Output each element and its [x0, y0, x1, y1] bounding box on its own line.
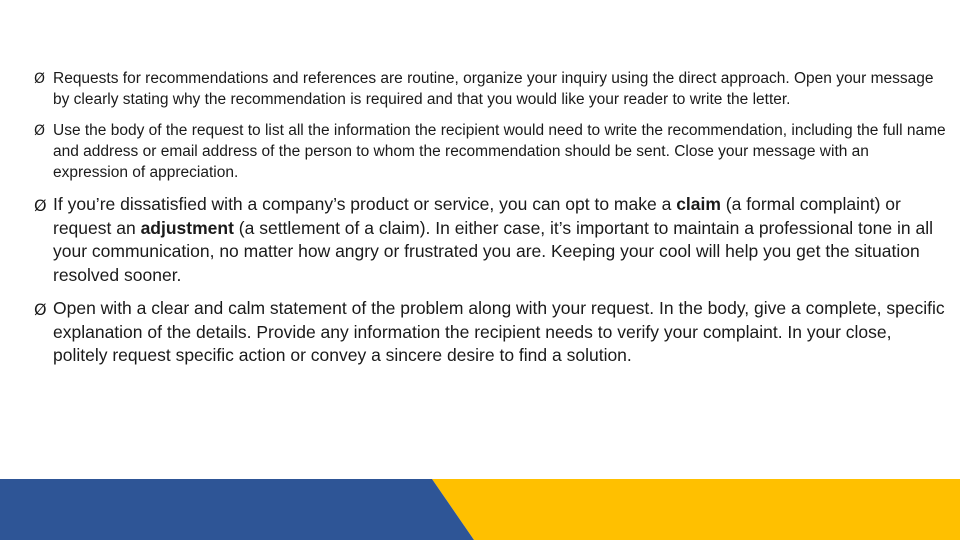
bullet-text: Requests for recommendations and references are routine, organize your inquiry using the direct approach. Open your message by clearly stating why the recommendation is required and that you would like your reader to write the letter. — [53, 70, 934, 108]
footer-band — [0, 479, 960, 540]
arrow-bullet-icon: Ø — [34, 196, 47, 215]
bullet-item-recommendations — [34, 68, 946, 110]
bullet-item-claims — [34, 193, 946, 287]
bullet-text: Open with a clear and calm statement of the problem along with your request. In the body, give a complete, specific explanation of the details. Provide any information the recipient needs to verify your complaint. In your close, politely request specific action or convey a sincere desire to find a solution. — [53, 298, 945, 365]
arrow-bullet-icon: Ø — [34, 123, 46, 139]
footer-blue-shape — [0, 479, 474, 540]
bullet-text: Use the body of the request to list all the information the recipient would need to write the recommendation, including the full name and address or email address of the person to whom the recommendation should be sent. Close your message with an expression of appreciation. — [53, 122, 946, 181]
term-adjustment: adjustment — [140, 217, 234, 238]
bullet-text-part: (a formal complaint) or request an — [53, 194, 901, 238]
footer-graphic — [0, 479, 960, 540]
term-claim: claim — [676, 194, 721, 214]
bullet-text-part: (a settlement of a claim). In either case, it’s important to maintain a professional tone in all your communication, no matter how angry or frustrated you are. Keeping your cool will help you get the situation resolved sooner. — [53, 217, 933, 285]
bullet-list — [34, 68, 946, 378]
bullet-text — [53, 194, 933, 285]
arrow-bullet-icon: Ø — [34, 71, 46, 87]
bullet-item-open-with-statement — [34, 297, 946, 368]
bullet-item-request-body — [34, 120, 946, 183]
arrow-bullet-icon: Ø — [34, 300, 47, 319]
bullet-text-part: If you’re dissatisfied with a company’s product or service, you can opt to make a — [53, 194, 677, 214]
footer-yellow-shape — [432, 479, 960, 540]
